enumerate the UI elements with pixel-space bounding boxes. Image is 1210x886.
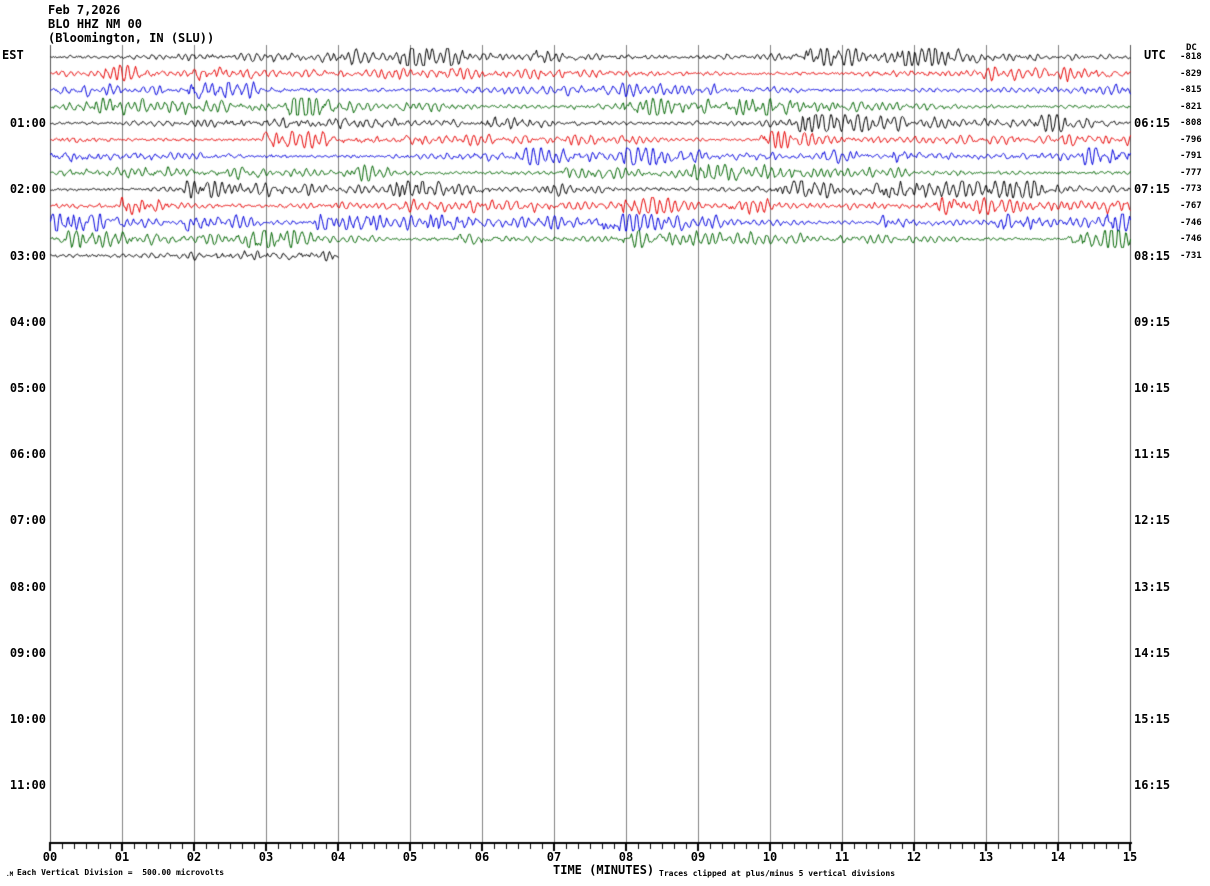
est-hour-label: 01:00 [9,116,46,131]
utc-hour-label: 16:15 [1134,778,1171,793]
dc-value: -731 [1180,250,1202,261]
right-timezone-label: UTC [1144,48,1166,62]
dc-value: -815 [1180,85,1202,96]
location-title: (Bloomington, IN (SLU)) [48,31,215,45]
utc-hour-label: 13:15 [1134,579,1171,594]
est-hour-label: 10:00 [9,712,46,726]
dc-value: -746 [1180,234,1202,245]
clip-note: Traces clipped at plus/minus 5 vertical divisions [659,869,896,878]
x-tick-label: 15 [1122,850,1138,864]
x-tick-label: 12 [906,850,922,864]
utc-hour-label: 09:15 [1134,314,1171,329]
x-tick-label: 11 [834,850,850,864]
x-tick-label: 02 [186,850,202,864]
left-timezone-label: EST [2,48,24,62]
est-hour-label: 11:00 [9,778,46,793]
x-tick-label: 10 [762,850,778,864]
x-tick-label: 13 [978,850,994,864]
est-hour-label: 07:00 [9,513,46,528]
est-hour-label: 05:00 [9,381,46,395]
dc-value: -773 [1180,184,1202,195]
x-tick-label: 05 [402,850,418,864]
est-hour-label: 02:00 [9,182,46,197]
scale-note: Each Vertical Division = 500.00 microvolts [17,868,225,877]
x-tick-label: 14 [1050,850,1066,864]
est-hour-label: 09:00 [9,645,46,660]
dc-value: -746 [1180,217,1202,228]
dc-value: -767 [1180,200,1202,211]
dc-value: -796 [1180,134,1202,145]
x-tick-label: 07 [546,850,562,864]
est-hour-label: 08:00 [9,579,46,594]
corner-mark: .M [6,871,14,878]
x-tick-label: 09 [690,850,706,864]
x-tick-label: 00 [42,850,58,864]
utc-hour-label: 14:15 [1134,645,1171,660]
x-tick-label: 06 [474,850,490,864]
dc-value: -808 [1180,118,1202,129]
x-tick-label: 04 [330,850,346,864]
x-tick-label: 01 [114,850,130,864]
dc-value: -821 [1180,101,1202,112]
utc-hour-label: 08:15 [1134,248,1171,263]
utc-hour-label: 11:15 [1134,447,1171,462]
utc-hour-label: 10:15 [1134,381,1171,395]
utc-hour-label: 07:15 [1134,182,1171,197]
utc-hour-label: 12:15 [1134,513,1171,528]
dc-value: -777 [1180,167,1202,178]
dc-value: -791 [1180,151,1202,162]
x-tick-label: 08 [618,850,634,864]
est-hour-label: 04:00 [9,314,46,329]
utc-hour-label: 06:15 [1134,116,1171,131]
x-axis-title: TIME (MINUTES) [553,863,655,877]
dc-column-label: DC [1186,43,1197,53]
dc-value: -829 [1180,68,1202,79]
dc-value: -818 [1180,52,1202,62]
station-title: BLO HHZ NM 00 [48,17,142,31]
utc-hour-label: 15:15 [1134,712,1171,726]
date-title: Feb 7,2026 [48,3,121,17]
est-hour-label: 03:00 [9,248,46,263]
x-tick-label: 03 [258,850,274,864]
est-hour-label: 06:00 [9,447,46,462]
